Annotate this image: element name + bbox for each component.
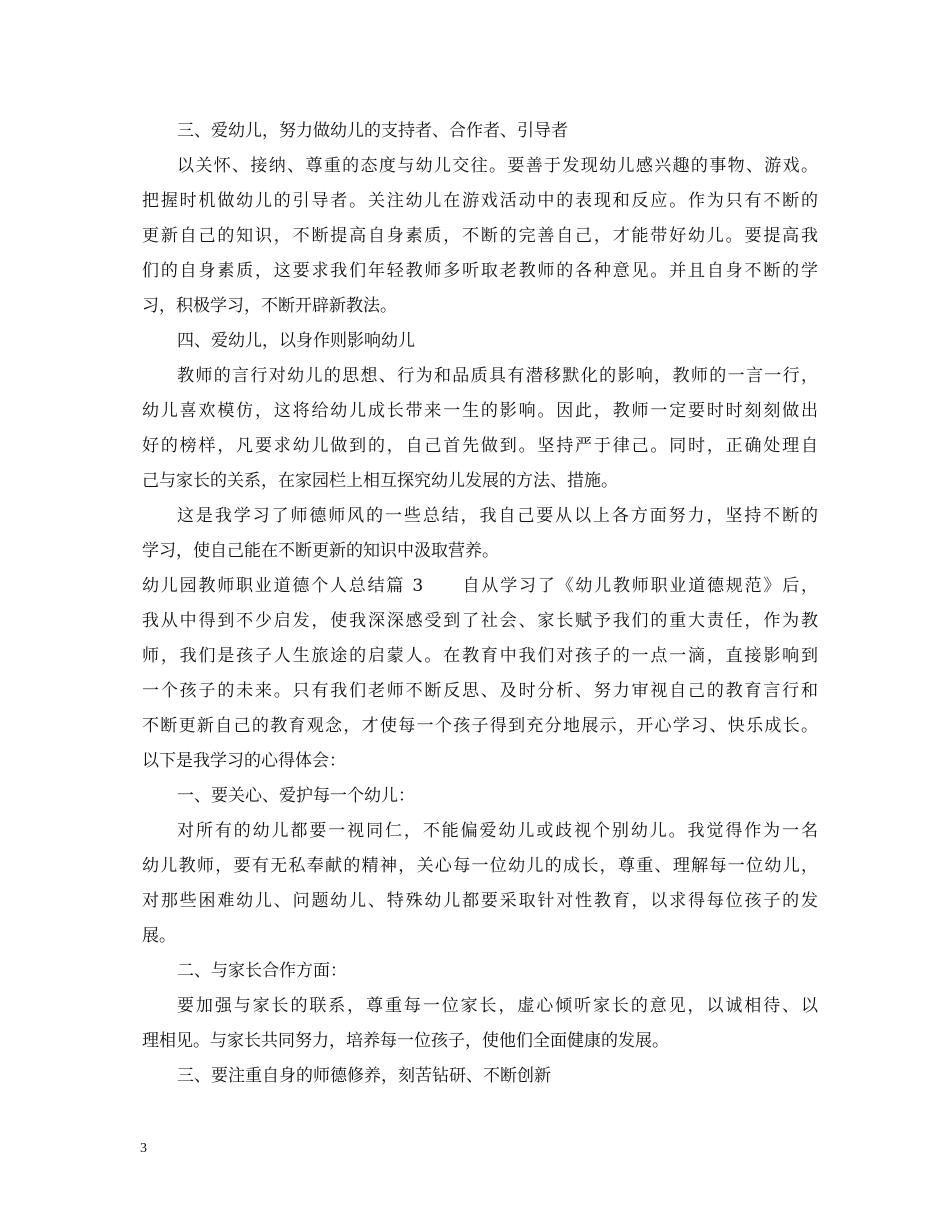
paragraph-line: 以关怀、接纳、尊重的态度与幼儿交往。要善于发现幼儿感兴趣的事物、游戏。: [177, 156, 818, 176]
paragraph-line: 幼儿喜欢模仿，这将给幼儿成长带来一生的影响。因此，教师一定要时时刻刻做出: [142, 401, 818, 421]
paragraph-line: 更新自己的知识，不断提高自身素质，不断的完善自己，才能带好幼儿。要提高我: [142, 226, 818, 246]
paragraph-line: 以下是我学习的心得体会：: [142, 751, 346, 771]
article-title-line: 幼儿园教师职业道德个人总结篇 3 自从学习了《幼儿教师职业道德规范》后，: [142, 576, 818, 596]
paragraph-line: 们的自身素质，这要求我们年轻教师多听取老教师的各种意见。并且自身不断的学: [142, 261, 818, 281]
paragraph-line: 不断更新自己的教育观念，才使每一个孩子得到充分地展示，开心学习、快乐成长。: [142, 716, 818, 736]
paragraph-line: 己与家长的关系，在家园栏上相互探究幼儿发展的方法、措施。: [142, 471, 618, 491]
paragraph-line: 把握时机做幼儿的引导者。关注幼儿在游戏活动中的表现和反应。作为只有不断的: [142, 191, 818, 211]
paragraph-line: 教师的言行对幼儿的思想、行为和品质具有潜移默化的影响，教师的一言一行，: [177, 366, 818, 386]
paragraph-line: 要加强与家长的联系，尊重每一位家长，虚心倾听家长的意见，以诚相待、以: [177, 996, 818, 1016]
paragraph-line: 这是我学习了师德师风的一些总结，我自己要从以上各方面努力，坚持不断的: [177, 506, 818, 526]
section-heading: 二、与家长合作方面：: [177, 961, 347, 981]
paragraph-line: 我从中得到不少启发，使我深深感受到了社会、家长赋予我们的重大责任，作为教: [142, 611, 818, 631]
section-heading: 三、要注重自身的师德修养，刻苦钻研、不断创新: [177, 1066, 551, 1086]
section-heading: 三、爱幼儿，努力做幼儿的支持者、合作者、引导者: [177, 121, 568, 141]
paragraph-line: 习，积极学习，不断开辟新教法。: [142, 296, 397, 316]
section-heading: 四、爱幼儿，以身作则影响幼儿: [177, 331, 415, 351]
section-heading: 一、要关心、爱护每一个幼儿：: [177, 786, 415, 806]
paragraph-line: 展。: [142, 926, 176, 946]
paragraph-line: 好的榜样，凡要求幼儿做到的，自己首先做到。坚持严于律己。同时，正确处理自: [142, 436, 818, 456]
paragraph-line: 一个孩子的未来。只有我们老师不断反思、及时分析、努力审视自己的教育言行和: [142, 681, 818, 701]
paragraph-line: 幼儿教师，要有无私奉献的精神，关心每一位幼儿的成长，尊重、理解每一位幼儿，: [142, 856, 818, 876]
page-number: 3: [140, 1141, 147, 1156]
paragraph-line: 对所有的幼儿都要一视同仁，不能偏爱幼儿或歧视个别幼儿。我觉得作为一名: [177, 821, 818, 841]
paragraph-line: 师，我们是孩子人生旅途的启蒙人。在教育中我们对孩子的一点一滴，直接影响到: [142, 646, 818, 666]
paragraph-line: 对那些困难幼儿、问题幼儿、特殊幼儿都要采取针对性教育，以求得每位孩子的发: [142, 891, 818, 911]
paragraph-line: 理相见。与家长共同努力，培养每一位孩子，使他们全面健康的发展。: [142, 1031, 669, 1051]
paragraph-line: 学习，使自己能在不断更新的知识中汲取营养。: [142, 541, 499, 561]
